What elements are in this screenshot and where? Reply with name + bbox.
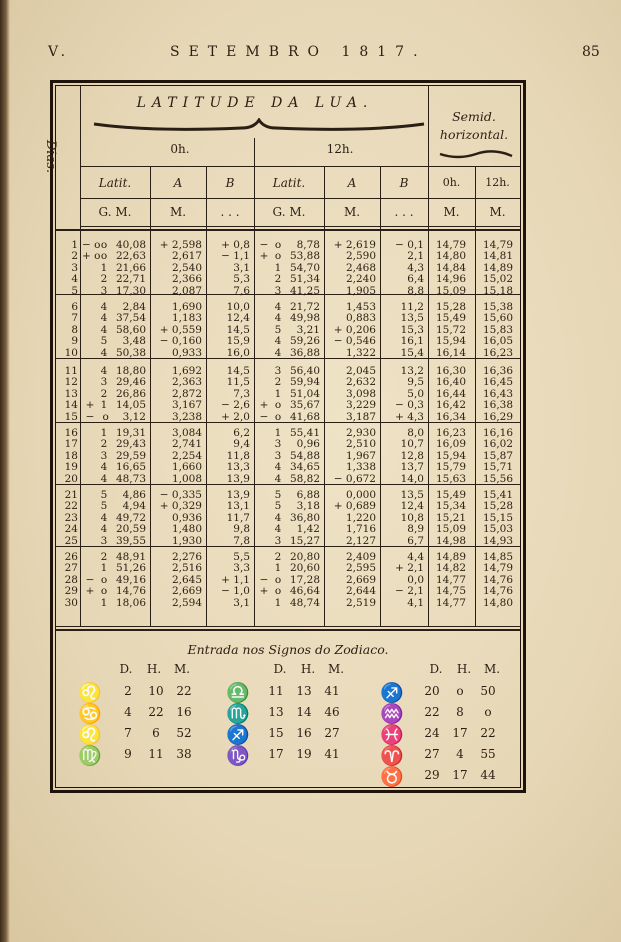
zodiac-sign-symbol-icon: ♉ <box>380 766 404 788</box>
zodiac-value: 22 <box>424 705 440 719</box>
group-4-days: 16 17 18 19 20 <box>64 427 78 485</box>
group-4-b12: 8,0 10,7 12,8 13,7 14,0 <box>400 427 424 485</box>
group-5-b12: 13,5 12,4 10,8 8,9 6,7 <box>400 489 424 547</box>
zodiac-value: 19 <box>296 747 312 761</box>
group-6-lat0-sign: − + <box>85 573 95 598</box>
zodiac-value: 20 <box>424 684 440 698</box>
zodiac-value: 15 <box>268 726 284 740</box>
zodiac-value: 17 <box>268 747 284 761</box>
group-4-lat0-g: 1 2 3 4 4 <box>100 427 108 485</box>
group-1-b0: + 0,8 − 1,1 3,1 5,3 7,6 <box>221 239 250 297</box>
group-6-lat12-sign: − + <box>259 573 269 598</box>
zodiac-value: o <box>484 705 492 719</box>
group-1-lat12-g: o o 1 2 3 <box>274 239 282 297</box>
col-a-0: A <box>173 176 183 190</box>
group-2-days: 6 7 8 9 10 <box>64 301 78 359</box>
group-6-lat0-g: 2 1 o o 1 <box>100 551 108 609</box>
page-edge <box>0 0 10 942</box>
zodiac-sign-symbol-icon: ♓ <box>380 724 404 746</box>
group-6-b0: 5,5 3,3 + 1,1 − 1,0 3,1 <box>221 551 250 609</box>
group-3-lat12-m: 56,40 59,94 51,04 35,67 41,68 <box>289 365 320 423</box>
group-2-b12: 11,2 13,5 15,3 16,1 15,4 <box>400 301 424 359</box>
zodiac-value: 7 <box>124 726 132 740</box>
group-2-a0: 1,690 1,183 + 0,559 − 0,160 0,933 <box>159 301 202 359</box>
group-1-lat12-m: 8,78 53,88 54,70 51,34 41,25 <box>289 239 320 297</box>
zodiac-value: 11 <box>268 684 284 698</box>
group-4-b0: 6,2 9,4 11,8 13,3 13,9 <box>226 427 250 485</box>
group-1-b12: − 0,1 2,1 4,3 6,4 8,8 <box>395 239 424 297</box>
group-3-s12: 16,36 16,45 16,43 16,38 16,29 <box>482 365 514 423</box>
zodiac-value: 17 <box>452 768 468 782</box>
col-b-0: B <box>225 176 235 190</box>
group-6-lat0-m: 48,91 51,26 49,16 14,76 18,06 <box>115 551 146 609</box>
days-label: Dias. <box>43 140 58 174</box>
zodiac-value: 8 <box>456 705 464 719</box>
title-brace-ornament <box>92 118 426 138</box>
zodiac-head-2-m: M. <box>327 662 345 676</box>
group-4-s12: 16,16 16,02 15,87 15,71 15,56 <box>482 427 514 485</box>
zodiac-title: Entrada nos Signos do Zodiaco. <box>187 642 389 657</box>
group-2-a12: 1,453 0,883 + 0,206 − 0,546 1,322 <box>333 301 376 359</box>
group-3-b0: 14,5 11,5 7,3 − 2,6 + 2,0 <box>221 365 250 423</box>
zodiac-head-1-d: D. <box>119 662 133 676</box>
zodiac-sign-symbol-icon: ♑ <box>226 745 250 767</box>
semid-title: Semid. horizontal. <box>439 109 509 142</box>
col-semid-12h: 12h. <box>485 176 510 189</box>
col-semid-0h: 0h. <box>442 176 461 189</box>
zodiac-value: 46 <box>324 705 340 719</box>
zodiac-value: 11 <box>148 747 164 761</box>
group-3-lat0-g: 4 3 2 1 o <box>100 365 109 423</box>
zodiac-sign-symbol-icon: ♌ <box>78 724 102 746</box>
zodiac-value: 9 <box>124 747 132 761</box>
group-5-s0: 15,49 15,34 15,21 15,09 14,98 <box>435 489 467 547</box>
zodiac-sign-symbol-icon: ♈ <box>380 745 404 767</box>
zodiac-value: 27 <box>424 747 440 761</box>
group-5-lat12-m: 6,88 3,18 36,80 1,42 15,27 <box>289 489 320 547</box>
zodiac-value: 50 <box>480 684 496 698</box>
group-1-lat12-sign: − + <box>259 239 269 263</box>
group-2-lat0-sign <box>82 302 98 348</box>
group-5-a0: − 0,335 + 0,329 0,936 1,480 1,930 <box>159 489 202 547</box>
zodiac-value: 44 <box>480 768 496 782</box>
zodiac-head-3-h: H. <box>456 662 472 676</box>
zodiac-value: 24 <box>424 726 440 740</box>
group-6-days: 26 27 28 29 30 <box>64 551 78 609</box>
group-5-lat12-g: 5 5 4 4 3 <box>274 489 282 547</box>
group-1-s0: 14,79 14,80 14,84 14,96 15,09 <box>435 239 467 297</box>
unit-m-s0: M. <box>443 205 460 219</box>
group-4-s0: 16,23 16,09 15,94 15,79 15,63 <box>435 427 467 485</box>
group-2-lat0-m: 2,84 37,54 58,60 3,48 50,38 <box>115 301 146 359</box>
group-6-a12: 2,409 2,595 2,669 2,644 2,519 <box>345 551 376 609</box>
zodiac-sign-symbol-icon: ♍ <box>78 745 102 767</box>
zodiac-sign-symbol-icon: ♐ <box>226 724 250 746</box>
group-4-a0: 3,084 2,741 2,254 1,660 1,008 <box>171 427 202 485</box>
group-5-days: 21 22 23 24 25 <box>64 489 78 547</box>
group-1-lat0-sign: − o + o <box>82 239 101 263</box>
unit-gm-0: G. M. <box>98 205 132 219</box>
unit-m-12: M. <box>343 205 361 219</box>
group-3-lat0-m: 18,80 29,46 26,86 14,05 3,12 <box>115 365 146 423</box>
zodiac-value: 55 <box>480 747 496 761</box>
group-1-s12: 14,79 14,81 14,89 15,02 15,18 <box>482 239 514 297</box>
zodiac-value: 10 <box>148 684 164 698</box>
zodiac-value: 4 <box>456 747 464 761</box>
group-2-lat12-m: 21,72 49,98 3,21 59,26 36,88 <box>289 301 320 359</box>
zodiac-head-1-m: M. <box>173 662 191 676</box>
group-4-lat0-sign <box>82 428 98 474</box>
zodiac-value: 22 <box>148 705 164 719</box>
group-6-lat12-m: 20,80 20,60 17,28 46,64 48,74 <box>289 551 320 609</box>
group-2-lat12-g: 4 4 5 4 4 <box>274 301 282 359</box>
group-6-s12: 14,85 14,79 14,76 14,76 14,80 <box>482 551 514 609</box>
block-12h-label: 12h. <box>326 142 354 156</box>
page-section-mark: V. <box>48 44 71 60</box>
group-2-s12: 15,38 15,60 15,83 16,05 16,23 <box>482 301 514 359</box>
running-title: SETEMBRO 1817. <box>170 44 427 60</box>
group-1-a0: + 2,598 2,617 2,540 2,366 2,087 <box>159 239 202 297</box>
zodiac-value: 27 <box>324 726 340 740</box>
zodiac-value: 52 <box>176 726 192 740</box>
unit-m-0: M. <box>169 205 187 219</box>
group-3-lat12-sign: + − <box>259 399 269 423</box>
unit-m-s12: M. <box>489 205 506 219</box>
zodiac-head-1-h: H. <box>146 662 162 676</box>
zodiac-value: 6 <box>152 726 160 740</box>
group-3-a0: 1,692 2,363 2,872 3,167 3,238 <box>171 365 202 423</box>
group-5-lat0-m: 4,86 4,94 49,72 20,59 39,55 <box>115 489 146 547</box>
col-latit-12: Latit. <box>272 176 306 190</box>
zodiac-head-3-m: M. <box>483 662 501 676</box>
group-3-b12: 13,2 9,5 5,0 − 0,3 + 4,3 <box>395 365 424 423</box>
block-0h-label: 0h. <box>170 142 190 156</box>
zodiac-head-2-d: D. <box>273 662 287 676</box>
group-5-lat0-g: 5 5 4 4 3 <box>100 489 108 547</box>
group-3-s0: 16,30 16,40 16,44 16,42 16,34 <box>435 365 467 423</box>
group-4-lat12-g: 1 3 3 4 4 <box>274 427 282 485</box>
group-5-s12: 15,41 15,28 15,15 15,03 14,93 <box>482 489 514 547</box>
zodiac-head-2-h: H. <box>300 662 316 676</box>
zodiac-value: 13 <box>268 705 284 719</box>
zodiac-value: 22 <box>176 684 192 698</box>
group-6-s0: 14,89 14,82 14,77 14,75 14,77 <box>435 551 467 609</box>
unit-dots-12: . . . <box>394 205 414 219</box>
group-4-lat12-sign <box>256 428 272 474</box>
group-6-a0: 2,276 2,516 2,645 2,669 2,594 <box>171 551 202 609</box>
group-4-a12: 2,930 2,510 1,967 1,338 − 0,672 <box>333 427 376 485</box>
col-latit-0: Latit. <box>98 176 132 190</box>
group-2-b0: 10,0 12,4 14,5 15,9 16,0 <box>226 301 250 359</box>
zodiac-value: 4 <box>124 705 132 719</box>
latitude-title: LATITUDE DA LUA. <box>136 95 374 111</box>
group-1-lat0-m: 40,08 22,63 21,66 22,71 17,30 <box>115 239 146 297</box>
group-5-b0: 13,9 13,1 11,7 9,8 7,8 <box>226 489 250 547</box>
unit-dots-0: . . . <box>220 205 240 219</box>
group-3-lat12-g: 3 2 1 o o <box>274 365 282 423</box>
group-3-lat0-sign: + − <box>85 399 95 423</box>
group-1-a12: + 2,619 2,590 2,468 2,240 1,905 <box>333 239 376 297</box>
col-a-12: A <box>347 176 357 190</box>
group-6-lat12-g: 2 1 o o 1 <box>274 551 282 609</box>
zodiac-value: 17 <box>452 726 468 740</box>
zodiac-value: 16 <box>296 726 312 740</box>
unit-gm-12: G. M. <box>272 205 306 219</box>
group-2-s0: 15,28 15,49 15,72 15,94 16,14 <box>435 301 467 359</box>
zodiac-value: 13 <box>296 684 312 698</box>
group-2-lat12-sign <box>256 302 272 348</box>
zodiac-value: 41 <box>324 747 340 761</box>
group-6-b12: 4,4 + 2,1 0,0 − 2,1 4,1 <box>395 551 424 609</box>
zodiac-value: 41 <box>324 684 340 698</box>
zodiac-sign-symbol-icon: ♏ <box>226 703 250 725</box>
zodiac-sign-symbol-icon: ♋ <box>78 703 102 725</box>
group-2-lat0-g: 4 4 4 5 4 <box>100 301 108 359</box>
group-1-days: 1 2 3 4 5 <box>71 239 78 297</box>
group-1-lat0-g: o o 1 2 3 <box>100 239 108 297</box>
group-3-days: 11 12 13 14 15 <box>64 365 78 423</box>
zodiac-value: 38 <box>176 747 192 761</box>
zodiac-sign-symbol-icon: ♌ <box>78 682 102 704</box>
semid-ornament <box>438 150 514 162</box>
zodiac-sign-symbol-icon: ♎ <box>226 682 250 704</box>
zodiac-value: 14 <box>296 705 312 719</box>
group-3-a12: 2,045 2,632 3,098 3,229 3,187 <box>345 365 376 423</box>
zodiac-value: o <box>456 684 464 698</box>
page-number: 85 <box>582 44 600 60</box>
col-b-12: B <box>399 176 409 190</box>
zodiac-head-3-d: D. <box>429 662 443 676</box>
zodiac-sign-symbol-icon: ♐ <box>380 682 404 704</box>
zodiac-value: 16 <box>176 705 192 719</box>
group-5-lat0-sign <box>82 490 98 536</box>
zodiac-value: 22 <box>480 726 496 740</box>
zodiac-value: 2 <box>124 684 132 698</box>
group-5-a12: 0,000 + 0,689 1,220 1,716 2,127 <box>333 489 376 547</box>
group-4-lat12-m: 55,41 0,96 54,88 34,65 58,82 <box>289 427 320 485</box>
zodiac-value: 29 <box>424 768 440 782</box>
zodiac-sign-symbol-icon: ♒ <box>380 703 404 725</box>
group-5-lat12-sign <box>256 490 272 536</box>
group-4-lat0-m: 19,31 29,43 29,59 16,65 48,73 <box>115 427 146 485</box>
